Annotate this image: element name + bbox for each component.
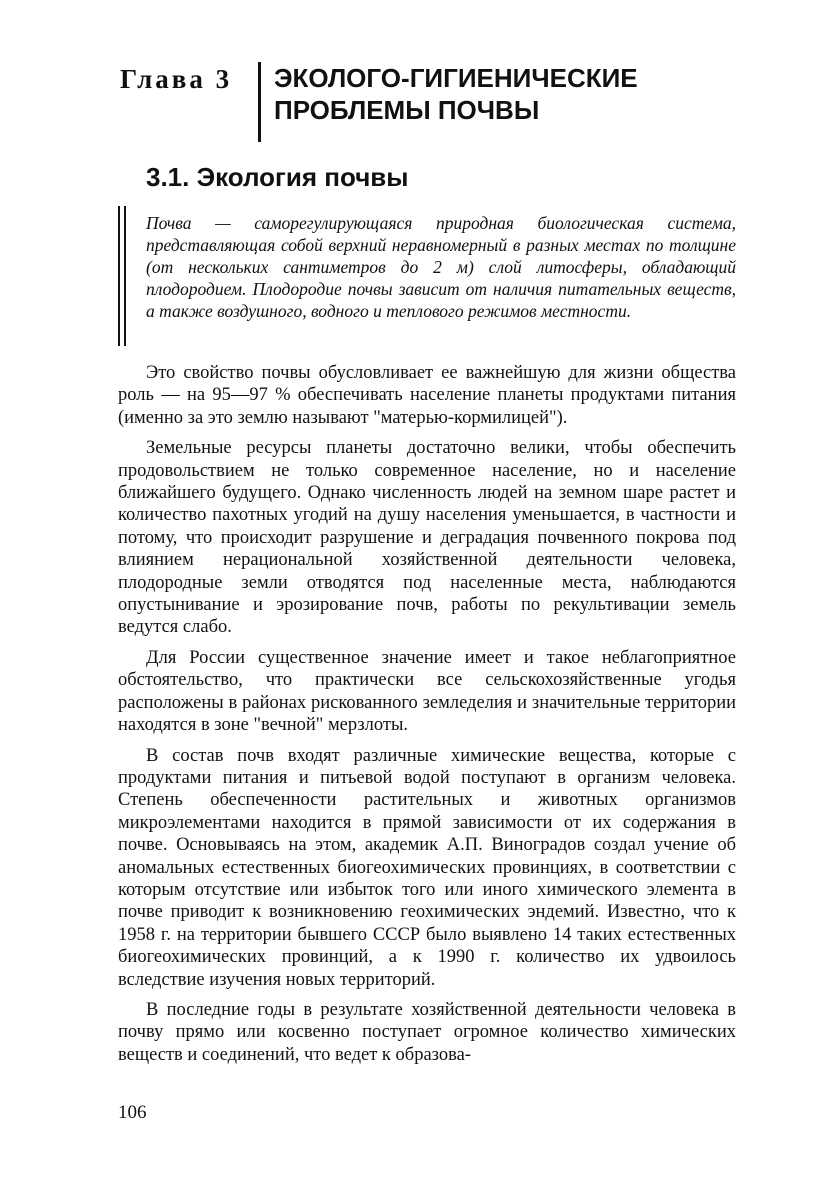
page-number: 106 [118,1102,147,1123]
paragraph: В состав почв входят различные химические вещества, которые с продуктами питания и питьевой водой поступают в организм человека. Степень обеспеченности растительных и животных организмов микроэлементами находится в прямой зависимости от их содержания в почве. Основываясь на этом, академик А.П. Виноградов создал учение об аномальных естественных биогеохимических провинциях, в соответствии с которым отсутствие или избыток того или иного химического элемента в почве приводит к возникновению геохимических эндемий. Известно, что к 1958 г. на территории бывшего СССР было выявлено 14 таких естественных биогеохимических провинций, а к 1990 г. количество их удвоилось вследствие изучения новых территорий. [118,745,736,990]
chapter-label: Глава 3 [120,64,233,94]
paragraph: Земельные ресурсы планеты достаточно велики, чтобы обеспечить продовольствием не только современное население, но и население ближайшего будущего. Однако численность людей на земном шаре растет и количество пахотных угодий на душу населения уменьшается, в частности и потому, что происходит разрушение и деградация почвенного покрова под влиянием нерациональной хозяйственной деятельности человека, плодородные земли отводятся под населенные места, наблюдаются опустынивание и эрозирование почв, работы по рекультивации земель ведутся слабо. [118,438,736,638]
body-text [118,362,736,1074]
paragraph: Это свойство почвы обусловливает ее важнейшую для жизни общества роль — на 95—97 % обеспечивать население планеты продуктами питания (именно за это землю называют "матерью-кормилицей"). [118,363,736,428]
paragraph: Для России существенное значение имеет и такое неблагоприятное обстоятельство, что практически все сельскохозяйственные угодья расположены в районах рискованного земледелия и значительные территории находятся в зоне "вечной" мерзлоты. [118,647,736,736]
definition-text: Почва — саморегулирующаяся природная биологическая система, представляющая собой верхний неравномерный в разных местах по толщине (от нескольких сантиметров до 2 м) слой литосферы, обладающий плодородием. Плодородие почвы зависит от наличия питательных веществ, а также воздушного, водного и теплового режимов местности. [146,213,736,321]
chapter-divider [258,62,261,142]
chapter-title: ЭКОЛОГО-ГИГИЕНИЧЕСКИЕ ПРОБЛЕМЫ ПОЧВЫ [274,63,638,125]
paragraph: В последние годы в результате хозяйственной деятельности человека в почву прямо или косвенно поступает огромное количество химических веществ и соединений, что ведет к образова- [118,999,736,1065]
definition-rule-left [118,206,120,346]
definition-rule-right [124,206,126,346]
section-title: 3.1. Экология почвы [146,162,409,192]
